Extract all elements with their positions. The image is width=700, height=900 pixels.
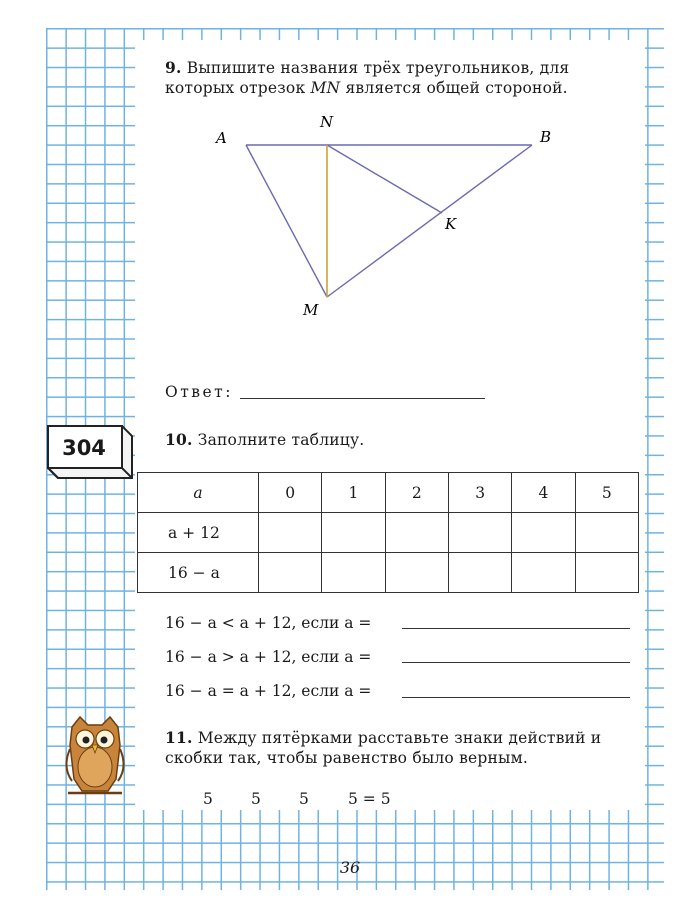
five-2: 5 (251, 790, 261, 808)
table-input-cell[interactable] (259, 553, 322, 593)
owl-icon (60, 715, 130, 797)
table-input-cell[interactable] (448, 553, 511, 593)
table-input-cell[interactable] (512, 513, 575, 553)
table-input-cell[interactable] (512, 553, 575, 593)
segment-am (246, 145, 327, 297)
five-equals-five: 5 = 5 (348, 790, 391, 808)
point-a-label: A (216, 129, 227, 147)
answer-label: Ответ: (165, 383, 233, 401)
condition-less-answer-line[interactable] (402, 628, 630, 629)
table-header-cell: 0 (259, 473, 322, 513)
task-9-line1: Выпишите названия трёх треугольников, для (186, 59, 570, 77)
condition-less: 16 − a < a + 12, если a = (165, 614, 372, 632)
table-header-cell: 4 (512, 473, 575, 513)
table-input-cell[interactable] (575, 553, 638, 593)
fill-table (137, 472, 639, 593)
task-11-number: 11. (165, 728, 193, 747)
task-9-line2-post: является общей стороной. (340, 79, 568, 97)
table-input-cell[interactable] (448, 513, 511, 553)
segment-bm (327, 145, 532, 297)
task-10-text (165, 430, 364, 450)
condition-equal: 16 − a = a + 12, если a = (165, 682, 372, 700)
five-3: 5 (299, 790, 309, 808)
table-input-cell[interactable] (385, 513, 448, 553)
condition-greater-answer-line[interactable] (402, 662, 630, 663)
point-n-label: N (320, 113, 334, 131)
table-input-cell[interactable] (322, 553, 385, 593)
point-b-label: B (540, 128, 552, 146)
task-11-line2: скобки так, чтобы равенство было верным. (165, 749, 528, 767)
task-10-number: 10. (165, 430, 193, 449)
table-input-cell[interactable] (575, 513, 638, 553)
table-header-cell: 3 (448, 473, 511, 513)
triangle-diagram (200, 105, 560, 325)
table-input-cell[interactable] (259, 513, 322, 553)
page-badge-number: 304 (62, 436, 106, 460)
table-header-cell: 5 (575, 473, 638, 513)
condition-greater: 16 − a > a + 12, если a = (165, 648, 372, 666)
table-input-cell[interactable] (385, 553, 448, 593)
point-k-label: K (445, 215, 457, 233)
table-row (138, 553, 639, 593)
task-9-text (165, 58, 645, 98)
task-10-instruction: Заполните таблицу. (197, 431, 365, 449)
table-header-row (138, 473, 639, 513)
condition-equal-answer-line[interactable] (402, 697, 630, 698)
five-1: 5 (203, 790, 213, 808)
task-9-segment-var: MN (310, 79, 341, 97)
task-11-line1: Между пятёрками расставьте знаки действий и (197, 729, 602, 747)
table-row-label: a + 12 (138, 513, 259, 553)
table-row (138, 513, 639, 553)
table-input-cell[interactable] (322, 513, 385, 553)
answer-line[interactable] (240, 398, 485, 399)
table-header-cell: 2 (385, 473, 448, 513)
segment-nk (327, 145, 442, 213)
table-header-cell: 1 (322, 473, 385, 513)
page-number: 36 (339, 858, 361, 877)
table-row-label: 16 − a (138, 553, 259, 593)
task-9-number: 9. (165, 58, 182, 77)
task-11-text (165, 728, 645, 768)
task-9-line2-pre: которых отрезок (165, 79, 311, 97)
table-header-var: a (138, 473, 259, 513)
point-m-label: M (303, 301, 319, 319)
